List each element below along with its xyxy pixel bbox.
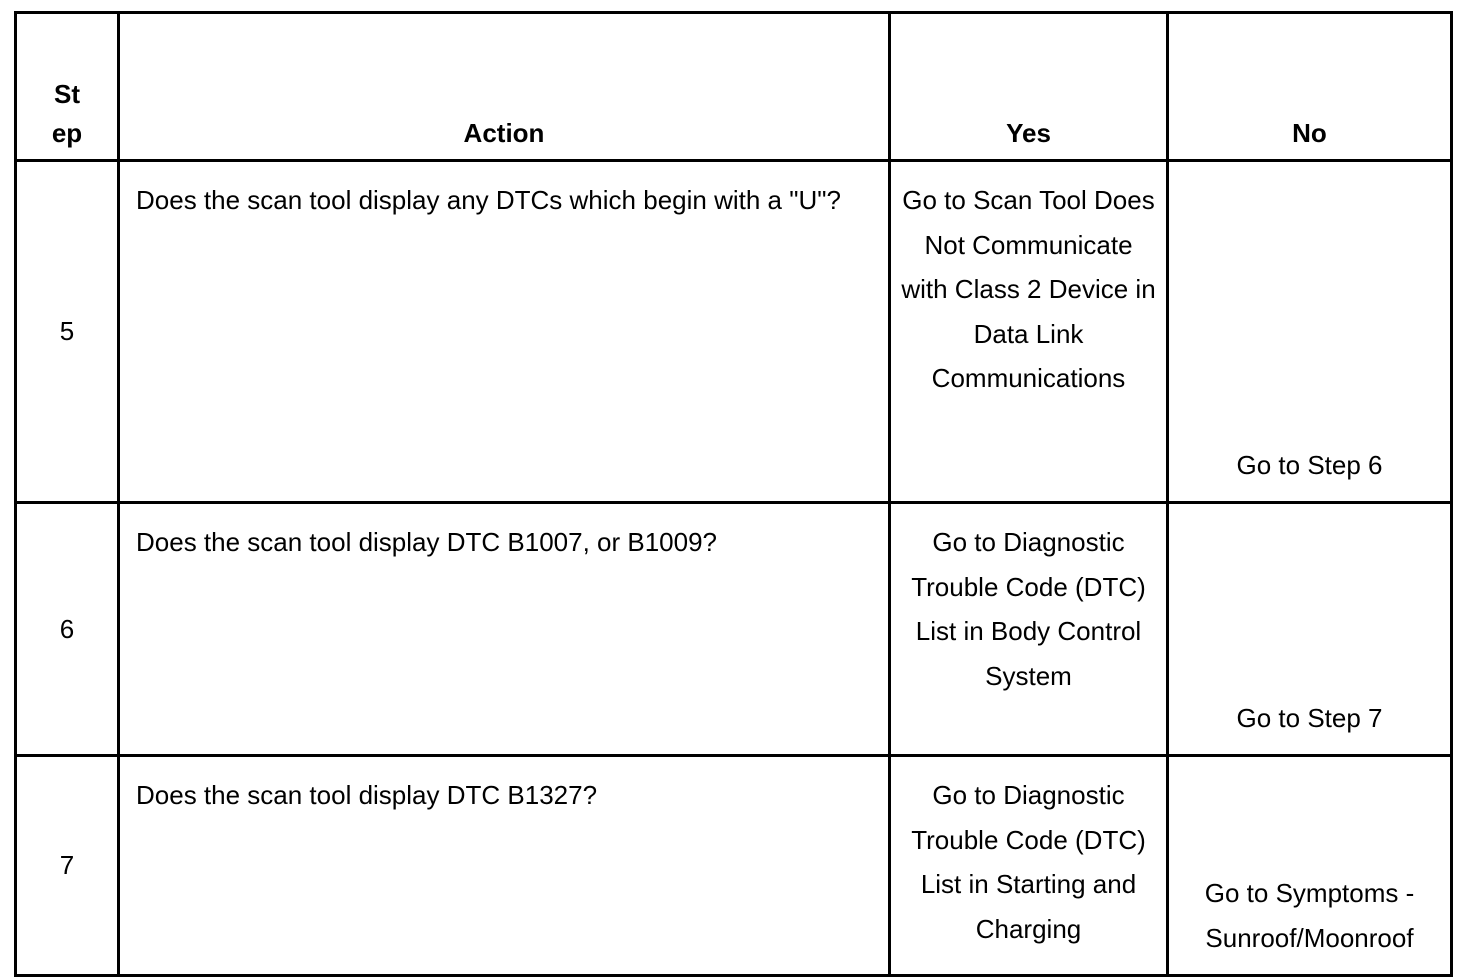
header-no: No [1168, 13, 1452, 161]
table-row [16, 756, 1452, 976]
no-link[interactable]: Go to Step 7 [1168, 503, 1452, 756]
no-link[interactable]: Go to Symptoms - Sunroof/Moonroof [1168, 756, 1452, 976]
step-number: 5 [16, 161, 119, 503]
step-number: 7 [16, 756, 119, 976]
table-row [16, 503, 1452, 756]
table-row [16, 161, 1452, 503]
action-cell: Does the scan tool display any DTCs which begin with a "U"? [119, 161, 890, 503]
yes-link[interactable]: Go to Diagnostic Trouble Code (DTC) List in Body Control System [890, 503, 1168, 756]
header-action: Action [119, 13, 890, 161]
yes-link[interactable]: Go to Scan Tool Does Not Communicate with Class 2 Device in Data Link Communications [890, 161, 1168, 503]
action-cell: Does the scan tool display DTC B1327? [119, 756, 890, 976]
action-cell: Does the scan tool display DTC B1007, or B1009? [119, 503, 890, 756]
header-step: St ep [16, 13, 119, 161]
no-link[interactable]: Go to Step 6 [1168, 161, 1452, 503]
step-number: 6 [16, 503, 119, 756]
table-header-row [16, 13, 1452, 161]
yes-link[interactable]: Go to Diagnostic Trouble Code (DTC) List in Starting and Charging [890, 756, 1168, 976]
header-yes: Yes [890, 13, 1168, 161]
diagnostic-step-table [14, 11, 1453, 977]
